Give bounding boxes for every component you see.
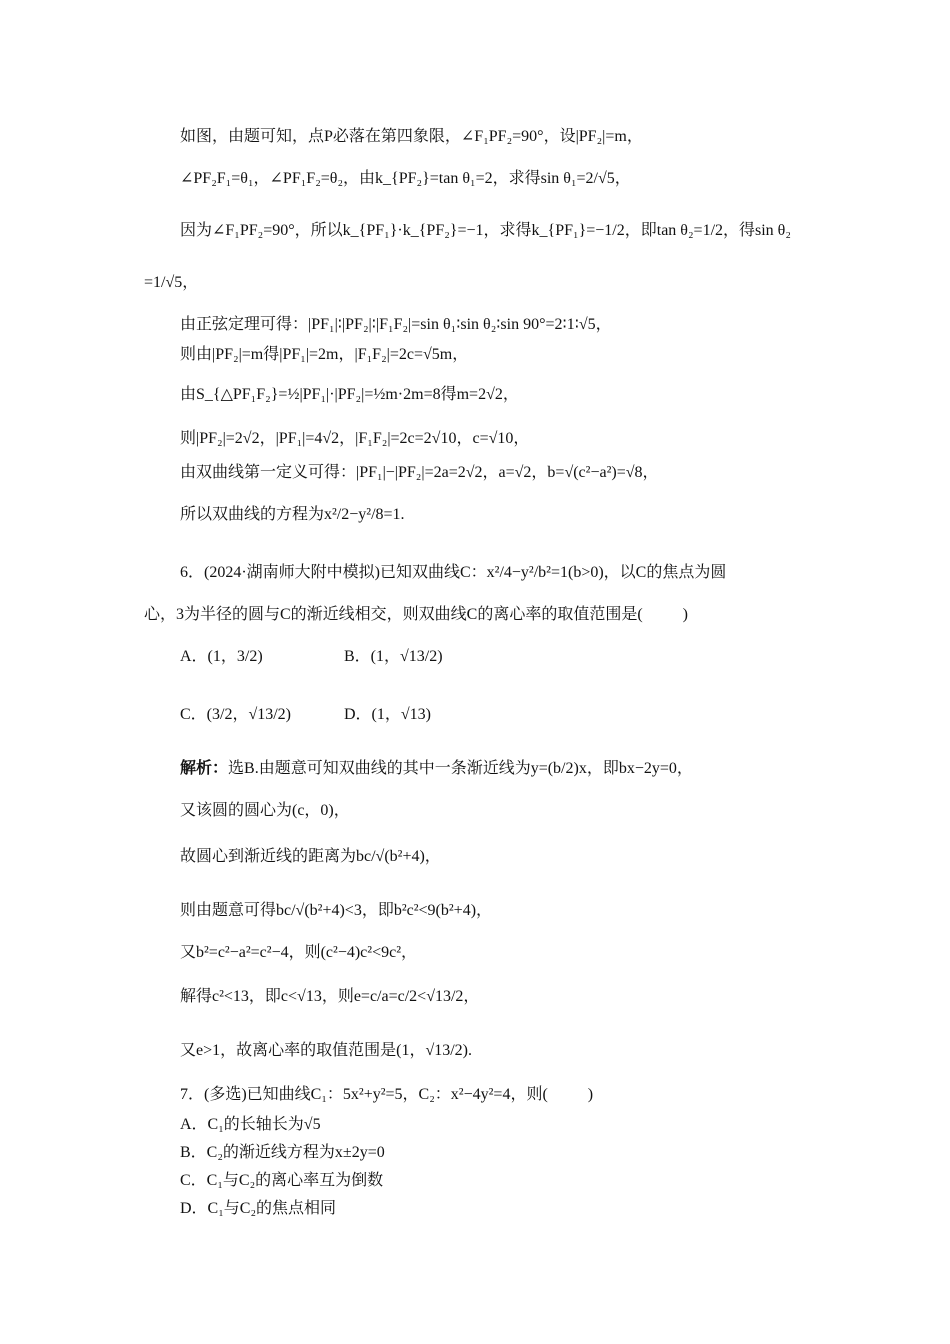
text-line: 解得c²<13，即c<√13，则e=c/a=c/2<√13/2， — [180, 988, 480, 1005]
option-c: C．(3/2，√13/2) — [180, 706, 292, 723]
option-d: D．C₁与C₂的焦点相同 — [180, 1200, 337, 1217]
option-b: B．C₂的渐近线方程为x±2y=0 — [180, 1144, 385, 1161]
option-a: A．C₁的长轴长为√5 — [180, 1116, 321, 1133]
text-line: 解析：选B.由题意可知双曲线的其中一条渐近线为y=(b/2)x，即bx−2y=0， — [180, 760, 693, 777]
text-line: 又b²=c²−a²=c²−4，则(c²−4)c²<9c²， — [180, 944, 417, 961]
text-line: 由S_{△PF₁F₂}=½|PF₁|·|PF₂|=½m·2m=8得m=2√2， — [180, 386, 519, 403]
text-line: =1/√5， — [144, 274, 199, 291]
text-line: 则由题意可得bc/√(b²+4)<3，即b²c²<9(b²+4)， — [180, 902, 493, 919]
question-stem: 7．(多选)已知曲线C₁：5x²+y²=5，C₂：x²−4y²=4，则( ) — [180, 1086, 594, 1103]
text-line: 由双曲线第一定义可得：|PF₁|−|PF₂|=2a=2√2，a=√2，b=√(c²−a²)=√8， — [180, 464, 659, 481]
text-line: 如图，由题可知，点P必落在第四象限，∠F₁PF₂=90°，设|PF₂|=m， — [180, 128, 643, 145]
text-line: 则由|PF₂|=m得|PF₁|=2m，|F₁F₂|=2c=√5m， — [180, 346, 469, 363]
text-line: 又e>1，故离心率的取值范围是(1，√13/2). — [180, 1042, 473, 1059]
question-stem: 心，3为半径的圆与C的渐近线相交，则双曲线C的离心率的取值范围是( ) — [144, 606, 689, 623]
text-line: 故圆心到渐近线的距离为bc/√(b²+4)， — [180, 848, 441, 865]
option-c: C．C₁与C₂的离心率互为倒数 — [180, 1172, 384, 1189]
option-d: D．(1，√13) — [344, 706, 431, 723]
text-line: ∠PF₂F₁=θ₁，∠PF₁F₂=θ₂，由k_{PF₂}=tan θ₁=2，求得sin θ₁=2/√5， — [180, 170, 631, 187]
question-stem: 6．(2024·湖南师大附中模拟)已知双曲线C：x²/4−y²/b²=1(b>0)，以C的焦点为圆 — [180, 564, 727, 581]
solution-label: 解析： — [180, 760, 229, 777]
text-line: 则|PF₂|=2√2，|PF₁|=4√2，|F₁F₂|=2c=2√10，c=√10， — [180, 430, 530, 447]
option-a: A．(1，3/2) — [180, 648, 263, 665]
text-line: 因为∠F₁PF₂=90°，所以k_{PF₁}·k_{PF₂}=−1，求得k_{PF₁}=−1/2，即tan θ₂=1/2，得sin θ₂ — [180, 222, 791, 239]
text-line: 又该圆的圆心为(c，0)， — [180, 802, 350, 819]
option-b: B．(1，√13/2) — [344, 648, 443, 665]
text-line: 由正弦定理可得：|PF₁|∶|PF₂|∶|F₁F₂|=sin θ₁∶sin θ₂∶sin 90°=2∶1∶√5， — [180, 316, 612, 333]
text-line: 所以双曲线的方程为x²/2−y²/8=1. — [180, 506, 405, 523]
